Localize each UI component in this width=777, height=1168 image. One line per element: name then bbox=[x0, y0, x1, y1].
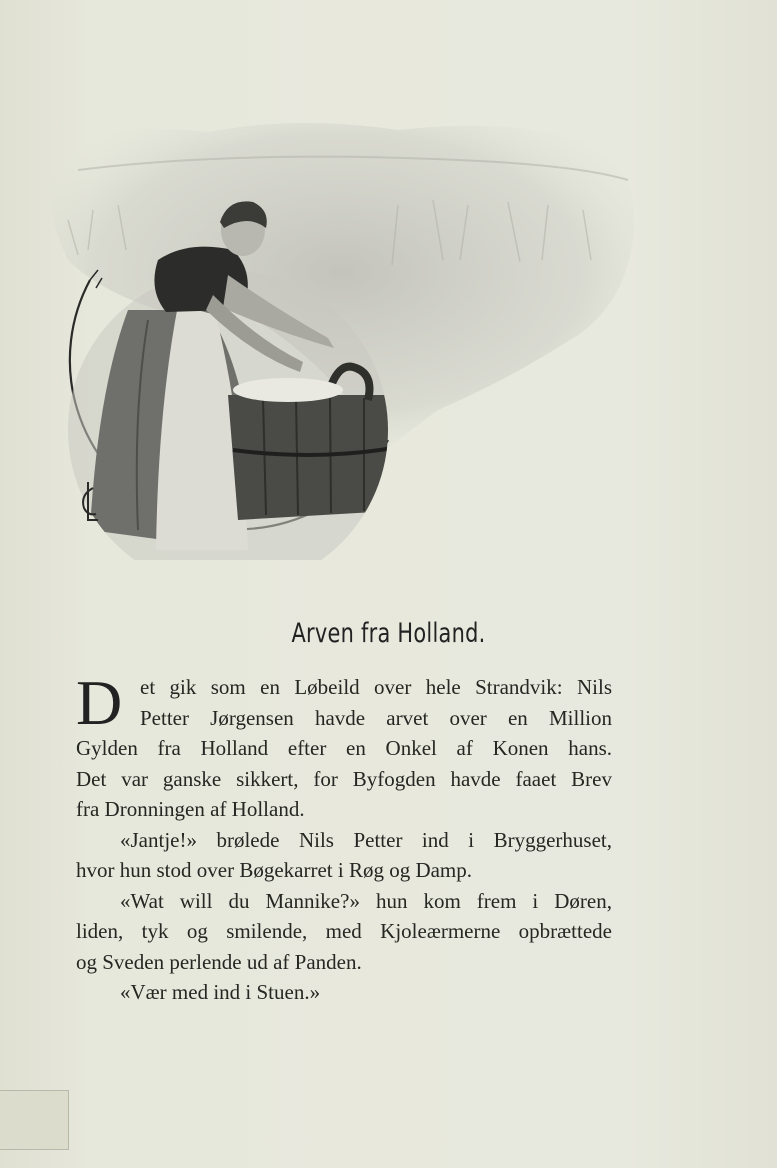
text-line: Gylden fra Holland efter en Onkel af Konen hans. bbox=[76, 736, 612, 760]
text-line: et gik som en Løbeild over hele Strandvik: Nils bbox=[140, 675, 612, 699]
chapter-body bbox=[76, 667, 612, 1008]
washing-woman-illustration bbox=[38, 110, 648, 560]
chapter-title: Arven fra Holland. bbox=[291, 618, 486, 649]
page-edge-tab bbox=[0, 1090, 69, 1150]
washtub bbox=[228, 395, 413, 520]
text-line: «Jantje!» brølede Nils Petter ind i Bryggerhuset, bbox=[120, 827, 612, 852]
text-line: «Vær med ind i Stuen.» bbox=[120, 980, 321, 1004]
drop-cap: D bbox=[76, 667, 123, 738]
text-line: fra Dronningen af Holland. bbox=[76, 797, 305, 821]
text-line: «Wat will du Mannike?» hun kom frem i Døren, bbox=[120, 888, 612, 913]
text-line: Det var ganske sikkert, for Byfogden havde faaet Brev bbox=[76, 766, 612, 791]
text-line: og Sveden perlende ud af Panden. bbox=[76, 949, 362, 974]
text-line: Petter Jørgensen havde arvet over en Million bbox=[140, 705, 612, 730]
text-line: hvor hun stod over Bøgekarret i Røg og Damp. bbox=[76, 858, 473, 882]
text-line: liden, tyk og smilende, med Kjoleærmerne opbrættede bbox=[76, 919, 612, 943]
